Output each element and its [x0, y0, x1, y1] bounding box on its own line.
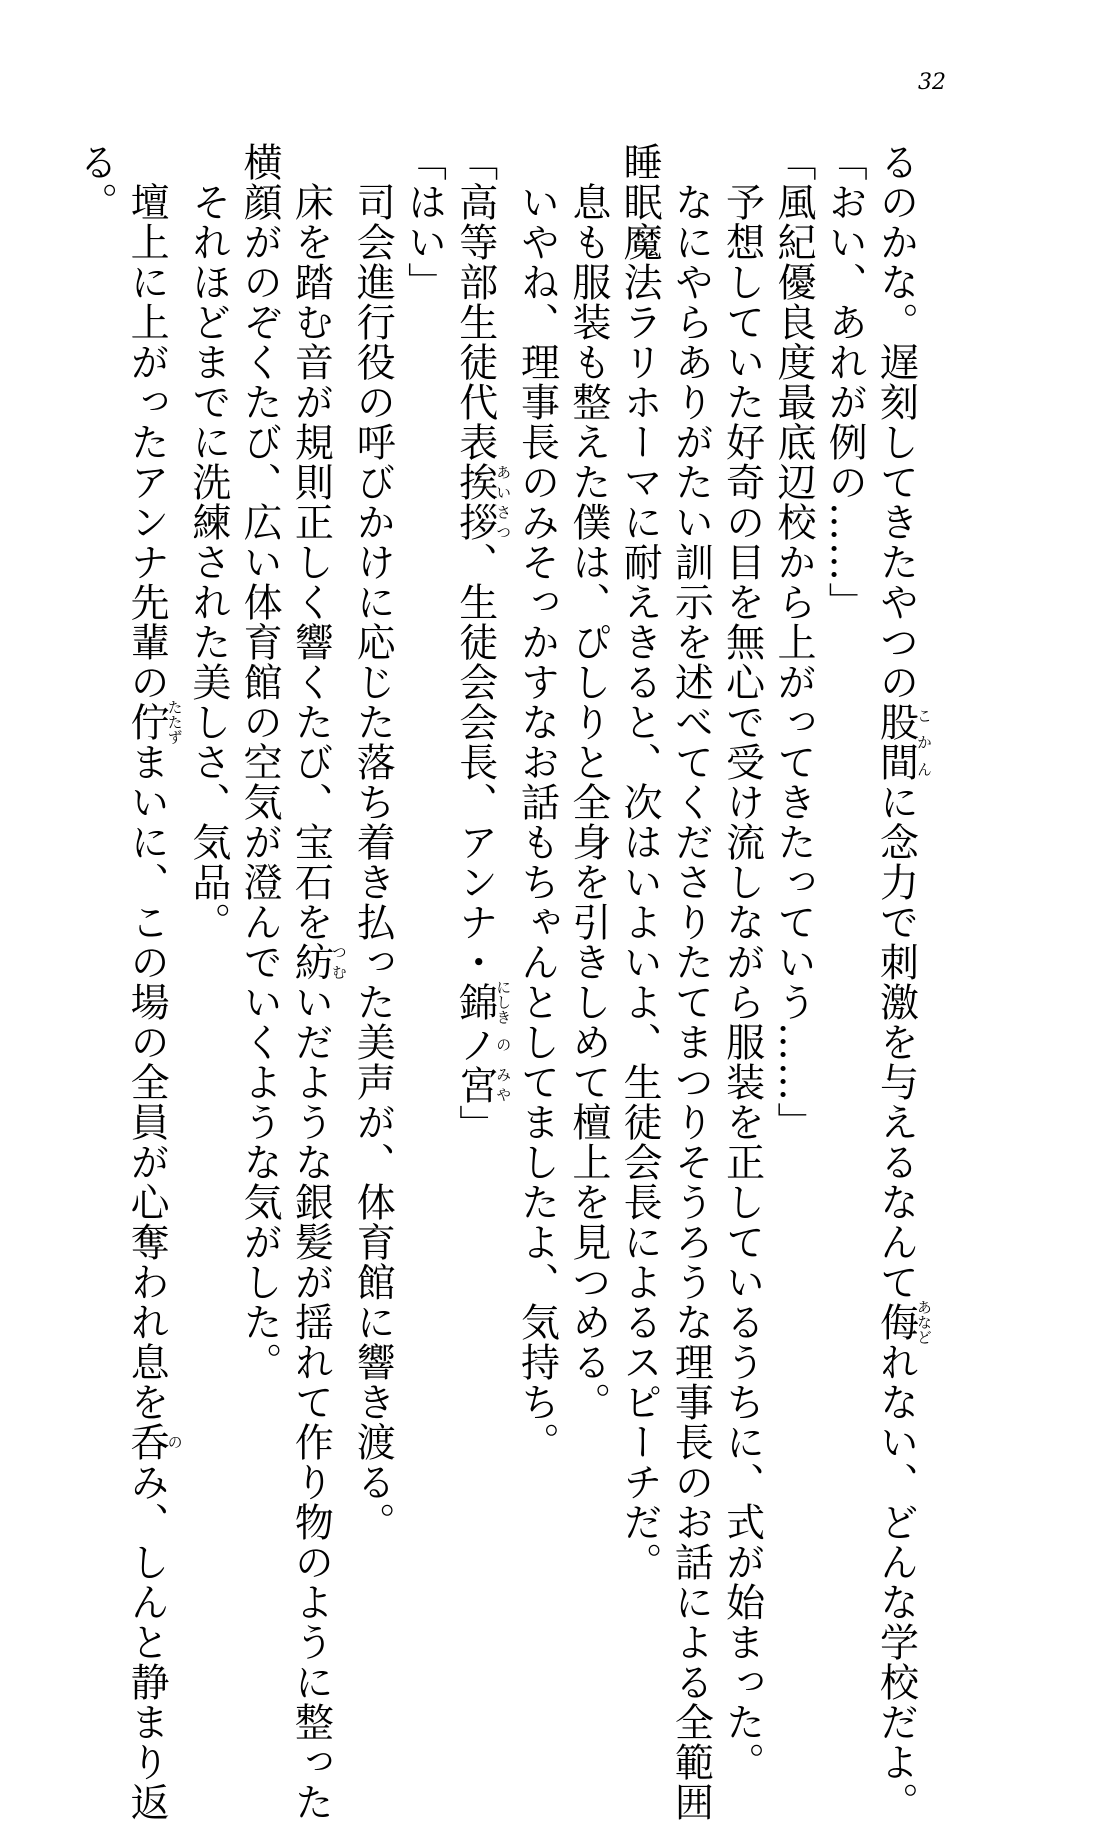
ruby-reading: たたず [165, 699, 184, 745]
ruby-reading: つむ [329, 942, 348, 982]
text-line [121, 142, 184, 1822]
text-segment: 「はい」 [401, 142, 447, 302]
text-segment: るのかな。遅刻してきたやつの [873, 142, 919, 702]
ruby-word [873, 702, 933, 782]
ruby-reading: の [494, 1024, 513, 1065]
text-line [234, 142, 285, 1482]
ruby-word [452, 1024, 513, 1065]
ruby-base: 宮 [452, 1064, 498, 1105]
text-segment: 「高等部生徒代表 [452, 142, 498, 462]
ruby-word [124, 699, 184, 745]
ruby-base: 股間 [873, 702, 919, 782]
text-line [870, 142, 933, 1822]
text-segment: 」 [452, 1104, 498, 1145]
text-line [563, 142, 614, 1482]
text-line [70, 142, 121, 1482]
ruby-reading: みや [494, 1064, 513, 1105]
text-segment: 床を踏む音が規則正しく響くたび、宝石を [288, 142, 334, 942]
text-segment: 壇上に上がったアンナ先輩の [124, 142, 170, 702]
text-segment: まいに、この場の全員が心奪われ息を [124, 742, 170, 1422]
ruby-reading: こかん [915, 702, 933, 782]
text-segment: いやね、理事長のみそっかすなお話もちゃんとしてましたよ、気持ち。 [514, 142, 560, 1462]
ruby-word [452, 462, 513, 542]
text-line [768, 142, 819, 1482]
text-segment: 「風紀優良度最底辺校から上がってきたっていう……」 [770, 142, 816, 1142]
text-line [665, 142, 716, 1822]
ruby-word [288, 942, 348, 982]
text-line [449, 142, 511, 1482]
text-line [285, 142, 348, 1822]
text-segment: それほどまでに洗練された美しさ、気品。 [185, 142, 231, 942]
text-line [716, 142, 767, 1782]
text-segment: 横顔がのぞくたび、広い体育館の空気が澄んでいくような気がした。 [237, 142, 283, 1382]
text-segment: いだような銀髪が揺れて作り物のように整った [288, 982, 334, 1822]
text-segment: 「おい、あれが例の……」 [822, 142, 868, 622]
ruby-base: 佇 [124, 699, 170, 745]
text-line [347, 142, 398, 1542]
ruby-base: 錦 [452, 979, 498, 1025]
text-segment: 予想していた好奇の目を無心で受け流しながら服装を正しているうちに、式が始まった。 [719, 142, 765, 1782]
text-segment: る。 [72, 142, 118, 222]
text-line [511, 142, 562, 1482]
text-segment: に念力で刺激を与えるなんて [873, 782, 919, 1302]
ruby-word [452, 979, 513, 1025]
text-segment: れない、どんな学校だよ。 [873, 1342, 919, 1822]
ruby-reading: あいさつ [494, 462, 513, 542]
text-segment: み、しんと静まり返 [124, 1462, 170, 1822]
text-segment: 司会進行役の呼びかけに応じた落ち着き払った美声が、体育館に響き渡る。 [350, 142, 396, 1542]
page-number: 32 [918, 70, 946, 95]
ruby-base: ノ [452, 1024, 498, 1065]
ruby-base: 紡 [288, 942, 334, 982]
text-line [398, 142, 449, 1482]
text-line [614, 142, 665, 1582]
ruby-base: 侮 [873, 1299, 919, 1345]
ruby-word [873, 1299, 933, 1345]
text-segment: 、生徒会会長、アンナ・ [452, 542, 498, 982]
ruby-base: 挨拶 [452, 462, 498, 542]
ruby-word [452, 1064, 513, 1105]
ruby-base: 呑 [124, 1422, 170, 1462]
ruby-reading: にしき [494, 979, 513, 1025]
text-segment: 息も服装も整えた僕は、ぴしりと全身を引きしめて檀上を見つめる。 [565, 142, 611, 1422]
text-line [183, 142, 234, 1482]
text-segment: 睡眠魔法ラリホーマに耐えきると、次はいよいよ、生徒会長によるスピーチだ。 [617, 142, 663, 1582]
ruby-word [124, 1422, 184, 1462]
text-line [819, 142, 870, 1482]
text-segment: なにやらありがたい訓示を述べてくださりたてまつりそうろうな理事長のお話による全範囲 [668, 142, 714, 1822]
page-body-text [70, 142, 933, 1822]
ruby-reading: の [165, 1422, 184, 1462]
ruby-reading: あなど [915, 1299, 933, 1345]
